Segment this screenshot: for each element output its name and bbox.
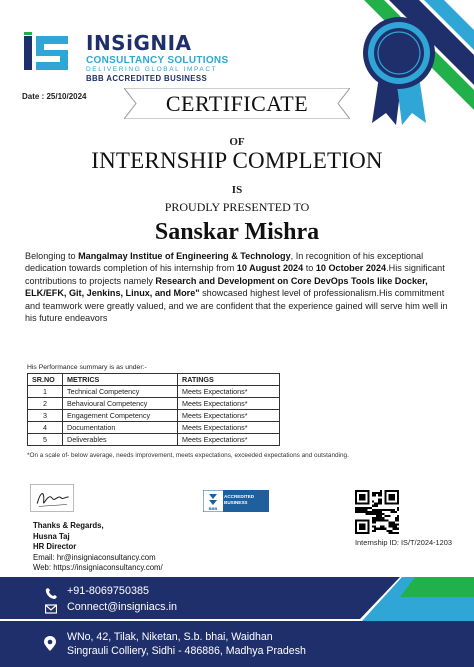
bbb-mark-text: BBB <box>208 506 218 511</box>
internship-id: Internship ID: IS/T/2024-1203 <box>355 538 452 547</box>
presented-to: PROUDLY PRESENTED TO <box>164 200 310 214</box>
citation-paragraph <box>25 250 457 324</box>
address-line-1: WNo, 42, Tilak, Niketan, S.b. bhai, Waidhan <box>67 631 273 643</box>
header-srno: SR.NO <box>28 374 63 386</box>
citation-text: .His significant contributions to projects namely <box>25 263 445 286</box>
issue-date: Date : 25/10/2024 <box>22 92 87 101</box>
mail-icon <box>45 603 57 615</box>
signatory-email: Email: hr@insigniaconsultancy.com <box>33 552 156 562</box>
table-row <box>28 422 280 434</box>
cell-rating: Meets Expectations* <box>178 386 280 398</box>
citation-text: , In recognition of his exceptional dedication towards completion of his internship from <box>25 251 424 274</box>
cell-srno: 2 <box>28 398 63 410</box>
citation-text: showcased highest level of professionalism.His commitment and teamwork were greatly valued, and we are confident that the experience gained will serve him well in his future endeavors <box>25 288 448 324</box>
bbb-label: ACCREDITED BUSINESS <box>224 494 255 505</box>
certificate-title: CERTIFICATE <box>165 91 309 116</box>
cell-metric: Deliverables <box>63 434 178 446</box>
rating-scale-note: *On a scale of- below average, needs improvement, meets expectations, exceeded expectations and outstanding. <box>27 452 349 459</box>
brand-name: INSiGNIA <box>86 31 192 55</box>
recipient-name: Sanskar Mishra <box>154 219 320 245</box>
brand-bbb: BBB ACCREDITED BUSINESS <box>86 74 208 83</box>
signatory-name: Husna Taj <box>33 531 70 541</box>
signatory-role: HR Director <box>33 542 77 551</box>
start-date: 10 August 2024 <box>236 263 304 274</box>
cell-srno: 3 <box>28 410 63 422</box>
footer-address <box>67 631 306 658</box>
cell-metric: Engagement Competency <box>63 410 178 422</box>
signatory-web: Web: https://insigniaconsultancy.com/ <box>33 563 163 572</box>
address-line-2: Singrauli Colliery, Sidhi - 486886, Madhya Pradesh <box>67 644 306 657</box>
footer-phone: +91-8069750385 <box>67 585 149 597</box>
cell-srno: 4 <box>28 422 63 434</box>
cell-srno: 5 <box>28 434 63 446</box>
performance-table <box>27 373 280 446</box>
cell-srno: 1 <box>28 386 63 398</box>
citation-text: Belonging to <box>25 251 79 261</box>
table-row <box>28 386 280 398</box>
institute-name: Mangalmay Institue of Engineering & Technology <box>78 251 291 261</box>
table-row <box>28 398 280 410</box>
cell-rating: Meets Expectations* <box>178 410 280 422</box>
regards-line: Thanks & Regards, <box>33 521 104 530</box>
brand-tagline: DELIVERING GLOBAL IMPACT <box>86 66 218 73</box>
qr-code-icon <box>355 490 399 534</box>
title-of: OF <box>229 136 245 148</box>
table-row <box>28 410 280 422</box>
signature-image <box>30 484 74 512</box>
phone-icon <box>45 587 57 599</box>
insignia-logo-icon <box>22 32 72 74</box>
location-pin-icon <box>44 636 56 651</box>
end-date: 10 October 2024 <box>315 263 387 274</box>
cell-rating: Meets Expectations* <box>178 398 280 410</box>
performance-caption: His Performance summary is as under:- <box>27 364 147 371</box>
brand-subtitle: CONSULTANCY SOLUTIONS <box>86 55 229 66</box>
cell-rating: Meets Expectations* <box>178 434 280 446</box>
title-is: IS <box>231 184 243 196</box>
award-badge-icon <box>358 15 440 125</box>
table-header-row <box>28 374 280 386</box>
citation-text: to <box>303 263 316 274</box>
cell-rating: Meets Expectations* <box>178 422 280 434</box>
project-name: Research and Development on Core DevOps Tools like Docker, ELK/EFK, Git, Jenkins, Linux, and More" <box>25 275 428 299</box>
main-title: INTERNSHIP COMPLETION <box>91 148 383 173</box>
bbb-accredited-badge <box>203 490 269 512</box>
brand-block <box>86 33 228 83</box>
signoff-block <box>33 521 163 574</box>
cell-metric: Documentation <box>63 422 178 434</box>
header-ratings: RATINGS <box>178 374 280 386</box>
footer-email: Connect@insigniacs.in <box>67 601 177 613</box>
cell-metric: Technical Competency <box>63 386 178 398</box>
header-metrics: METRICS <box>63 374 178 386</box>
cell-metric: Behavioural Competency <box>63 398 178 410</box>
table-row <box>28 434 280 446</box>
